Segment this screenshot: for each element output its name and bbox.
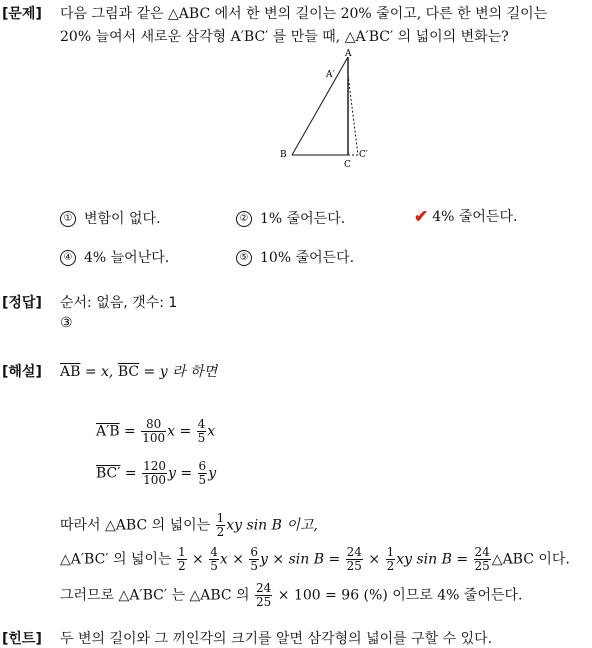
choice-5[interactable] xyxy=(236,247,354,267)
p3-fraction xyxy=(255,582,272,609)
equation-2 xyxy=(96,460,216,487)
p1-a: 따라서 △ABC 의 넓이는 xyxy=(60,517,215,534)
p2-x2: x × xyxy=(219,551,249,568)
choice-2[interactable] xyxy=(236,208,345,228)
p2-f4-num: 24 xyxy=(346,545,362,559)
equation-1 xyxy=(96,418,215,445)
p2-end: △ABC 이다. xyxy=(491,551,570,568)
p2-f6-den: 25 xyxy=(474,559,490,573)
p2-f6-num: 24 xyxy=(474,545,490,559)
p2-f3-num: 6 xyxy=(250,545,259,559)
hint-text: 두 변의 길이와 그 끼인각의 크기를 알면 삼각형의 넓이를 구할 수 있다. xyxy=(60,631,493,647)
p2-x4: × xyxy=(363,551,385,568)
p2-f4-den: 25 xyxy=(346,559,362,573)
p2-f1-den: 2 xyxy=(177,559,186,573)
choice-1-num: ① xyxy=(60,211,76,227)
p2-x1: × xyxy=(187,551,209,568)
p2-f5-den: 2 xyxy=(386,559,395,573)
eq2-f1-den: 100 xyxy=(143,473,166,487)
answer-meta: 순서: 없음, 갯수: 1 xyxy=(60,295,178,311)
p3-f-den: 25 xyxy=(256,595,272,609)
explanation-para-3 xyxy=(60,582,522,609)
p2-fraction-3 xyxy=(249,546,259,573)
segment-bc: $\overline{BC}$ xyxy=(117,364,140,380)
choice-4-text: 4% 늘어난다. xyxy=(84,250,170,266)
eq2-eq: = xyxy=(120,465,142,482)
p2-f2-den: 5 xyxy=(210,559,218,573)
p1-f-den: 2 xyxy=(216,525,225,539)
p2-f1-num: 1 xyxy=(177,545,186,559)
checkmark-icon: ✔ xyxy=(414,207,429,227)
label-a-prime: A′ xyxy=(326,70,335,80)
p2-x5: xy sin B = xyxy=(396,551,473,568)
eq1-fraction-2 xyxy=(197,418,207,445)
p1-b: xy sin B 이고, xyxy=(226,517,318,534)
label-a: A xyxy=(345,49,352,59)
eq2-f1-num: 120 xyxy=(143,459,166,473)
eq1-f1-den: 100 xyxy=(142,431,166,445)
p2-a: △A′BC′ 의 넓이는 xyxy=(60,551,176,568)
eq2-lhs: BC′ xyxy=(96,465,121,482)
p2-fraction-4 xyxy=(346,546,363,573)
choice-2-num: ② xyxy=(236,211,252,227)
choice-5-text: 10% 줄어든다. xyxy=(260,250,355,266)
p2-f2-num: 4 xyxy=(210,545,218,559)
choice-3-text: 4% 줄어든다. xyxy=(432,209,518,225)
eq2-f2-den: 5 xyxy=(198,473,207,487)
p1-fraction xyxy=(216,512,226,539)
problem-tag: [문제] xyxy=(2,6,42,22)
eq1-eq: = xyxy=(119,423,141,440)
p2-f3-den: 5 xyxy=(250,559,259,573)
choice-4-num: ④ xyxy=(60,250,76,266)
choice-5-num: ⑤ xyxy=(236,250,252,266)
choice-4[interactable] xyxy=(60,247,169,267)
eq1-lhs: A′B xyxy=(96,423,120,440)
explanation-tag: [해설] xyxy=(2,364,42,380)
eq1-end: x xyxy=(207,423,216,440)
p2-fraction-5 xyxy=(386,546,396,573)
p1-f-num: 1 xyxy=(216,511,225,525)
eq2-fraction-1 xyxy=(142,460,167,487)
explanation-intro xyxy=(60,361,217,381)
p2-fraction-2 xyxy=(209,546,219,573)
eq1-mid: x = xyxy=(167,423,196,440)
hint-tag: [힌트] xyxy=(2,631,42,647)
eq2-end: y xyxy=(208,465,217,482)
label-c-prime: C′ xyxy=(359,150,368,160)
eq1-f2-num: 4 xyxy=(197,417,206,431)
p3-b: × 100 = 96 (%) 이므로 4% 줄어든다. xyxy=(273,587,523,604)
choice-1[interactable] xyxy=(60,208,161,228)
p2-fraction-1 xyxy=(177,546,187,573)
p2-fraction-6 xyxy=(474,546,491,573)
label-c: C xyxy=(344,160,351,170)
eq1-f2-den: 5 xyxy=(197,431,206,445)
answer-value: ③ xyxy=(60,315,73,331)
eq1-fraction-1 xyxy=(141,418,166,445)
eq2-mid: y = xyxy=(168,465,197,482)
label-b: B xyxy=(280,150,287,160)
eq2-fraction-2 xyxy=(198,460,208,487)
p2-x3: y × sin B = xyxy=(260,551,345,568)
triangle-figure xyxy=(270,45,380,170)
choice-2-text: 1% 줄어든다. xyxy=(260,211,346,227)
problem-line-1: 다음 그림과 같은 △ABC 에서 한 변의 길이는 20% 줄이고, 다른 한 변의 길이는 xyxy=(60,6,548,22)
eq1-f1-num: 80 xyxy=(141,418,166,432)
explanation-para-1 xyxy=(60,512,318,539)
explanation-para-2 xyxy=(60,546,570,573)
segment-ab: $\overline{AB}$ xyxy=(60,364,81,380)
eq2-f2-num: 6 xyxy=(198,459,207,473)
choice-1-text: 변함이 없다. xyxy=(84,211,161,227)
p2-f5-num: 1 xyxy=(386,545,395,559)
p3-f-num: 24 xyxy=(256,581,272,595)
intro-eq-1: = x, xyxy=(80,364,118,380)
intro-eq-2: = y 라 하면 xyxy=(139,364,218,380)
answer-tag: [정답] xyxy=(2,295,42,311)
choice-3[interactable] xyxy=(414,206,517,227)
problem-line-2: 20% 늘여서 새로운 삼각형 A′BC′ 를 만들 때, △A′BC′ 의 넓이의 변화는? xyxy=(60,29,509,45)
p3-a: 그러므로 △A′BC′ 는 △ABC 의 xyxy=(60,587,255,604)
